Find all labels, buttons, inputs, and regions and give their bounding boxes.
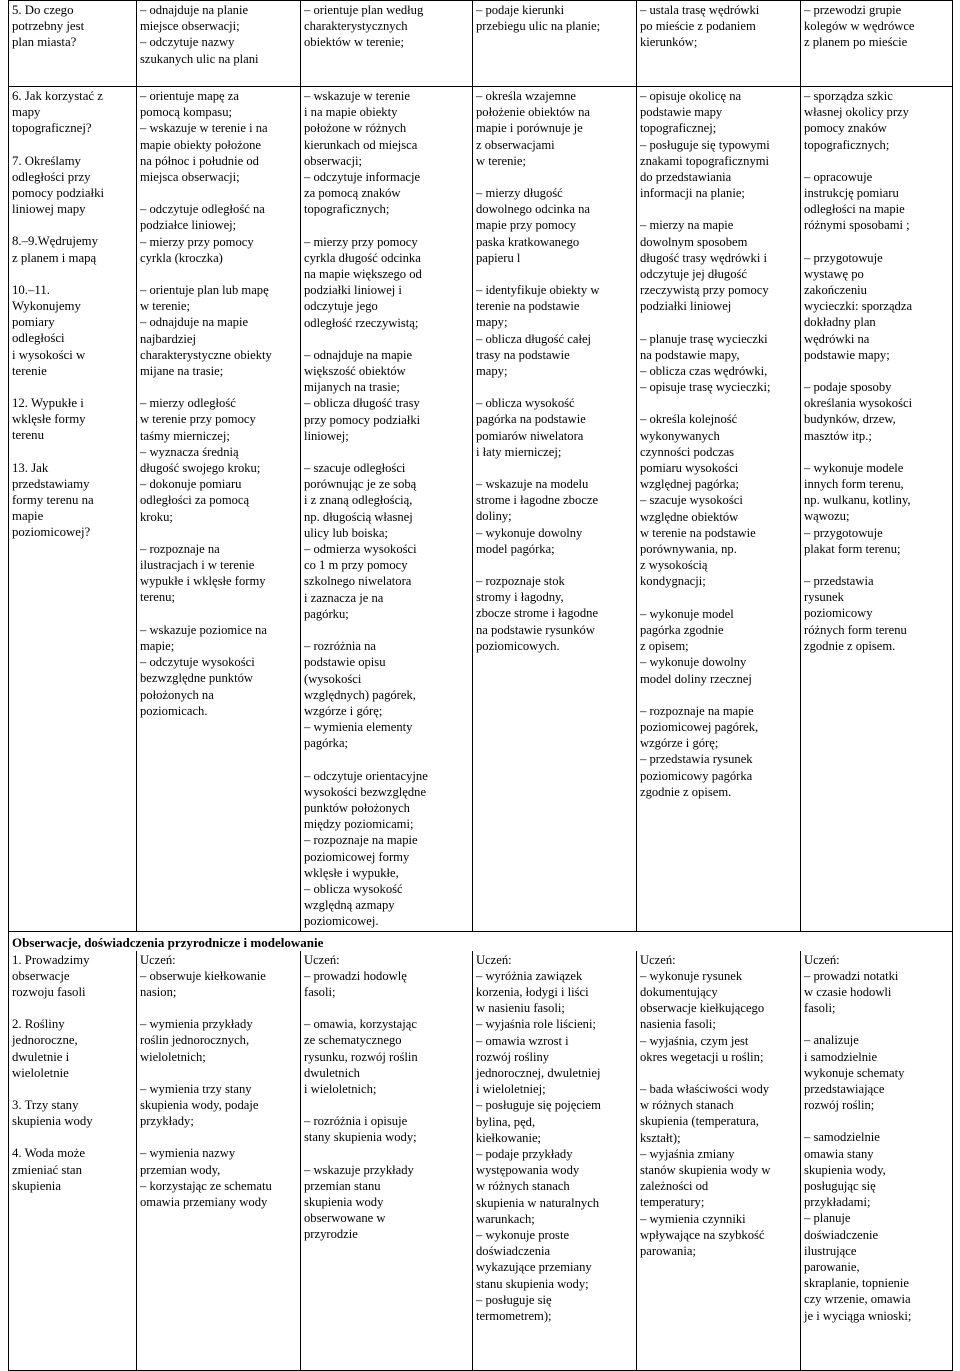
- cell-entry: – sporządza szkic własnej okolicy przy pomocy znaków topograficznych;: [804, 89, 909, 152]
- row-middle: [9, 87, 953, 932]
- cell-entry: – przewodzi grupie kolegów w wędrówce z planem po mieście: [804, 3, 915, 50]
- curriculum-table: [8, 0, 953, 1371]
- cell-entry: – oblicza wysokość pagórka na podstawie pomiarów niwelatora i łaty mierniczej;: [476, 396, 586, 459]
- cell-entry: – wykonuje model pagórka zgodnie z opisem; – wykonuje dowolny model doliny rzecznej: [640, 606, 752, 686]
- requirements-cell-2: [301, 87, 473, 932]
- requirements-cell-2: [301, 1, 473, 87]
- cell-entry: 5. Do czego potrzebny jest plan miasta?: [12, 3, 85, 50]
- requirements-cell-3: [473, 1, 637, 87]
- requirements-cell-4: [637, 1, 801, 87]
- cell-entry: – mierzy długość dowolnego odcinka na mapie przy pomocy paska kratkowanego papieru l: [476, 186, 591, 265]
- cell-entry: Uczeń: – wyróżnia zawiązek korzenia, łodygi i liści w nasieniu fasoli; – wyjaśnia role liścieni; – omawia wzrost i rozwój rośliny jednorocznej, dwuletniej i wieloletniej; – posługuje się pojęciem bylina, pęd, kiełkowanie; – podaje przykłady występowania wody w różnych stanach skupienia w naturalnych warunkach; – wykonuje proste doświadczenia wykazujące przemiany stanu skupienia wody; – posługuje się termometrem);: [476, 952, 601, 1324]
- topic-cell: [9, 87, 137, 932]
- cell-entry: – orientuje plan lub mapę w terenie; – odnajduje na mapie najbardziej charakterystyczne obiekty mijane na trasie;: [140, 283, 272, 379]
- requirements-cell-5: [801, 87, 953, 932]
- cell-entry: – podaje kierunki przebiegu ulic na planie;: [476, 3, 601, 34]
- cell-entry: – przedstawia rysunek poziomicowy różnych form terenu zgodnie z opisem.: [804, 574, 907, 653]
- cell-entry: – samodzielnie omawia stany skupienia wody, posługując się przykładami; – planuje doświadczenie ilustrujące parowanie, skraplanie, topnienie czy wrzenie, omawia je i wyciąga wnioski;: [804, 1130, 912, 1323]
- row-top: [9, 1, 953, 87]
- cell-entry: – odnajduje na mapie większość obiektów mijanych na trasie; – oblicza długość trasy przy pomocy podziałki liniowej;: [304, 347, 421, 443]
- cell-entry: – wskazuje przykłady przemian stanu skupienia wody obserwowane w przyrodzie: [304, 1162, 414, 1242]
- cell-entry: Uczeń: – obserwuje kiełkowanie nasion;: [140, 952, 266, 999]
- cell-entry: 4. Woda może zmieniać stan skupienia: [12, 1146, 86, 1193]
- cell-entry: 1. Prowadzimy obserwacje rozwoju fasoli: [12, 952, 90, 999]
- requirements-cell-4: [637, 87, 801, 932]
- cell-entry: – rozróżnia na podstawie opisu (wysokości względnych) pagórek, wzgórze i górę; – wymienia elementy pagórka;: [304, 639, 416, 751]
- cell-entry: – rozpoznaje stok stromy i łagodny, zbocze strome i łagodne na podstawie rysunków poziomicowych.: [476, 574, 599, 653]
- cell-entry: – odczytuje odległość na podziałce liniowej; – mierzy przy pomocy cyrkla (kroczka): [140, 202, 265, 265]
- topic-cell: [9, 1, 137, 87]
- requirements-cell-4: [637, 951, 801, 1371]
- cell-entry: Uczeń: – prowadzi hodowlę fasoli;: [304, 952, 407, 999]
- requirements-cell-3: [473, 951, 637, 1371]
- cell-entry: 12. Wypukłe i wklęsłe formy terenu: [12, 396, 86, 443]
- cell-entry: – opracowuje instrukcję pomiaru odległości na mapie różnymi sposobami ;: [804, 169, 910, 233]
- cell-entry: – ustala trasę wędrówki po mieście z podaniem kierunków;: [640, 3, 760, 50]
- cell-entry: – mierzy na mapie dowolnym sposobem długość trasy wędrówki i odczytuje jej długość rzeczywistą przy pomocy podziałki liniowej: [640, 218, 769, 314]
- cell-entry: 6. Jak korzystać z mapy topograficznej?: [12, 89, 103, 136]
- requirements-cell-5: [801, 1, 953, 87]
- cell-entry: 8.–9.Wędrujemy z planem i mapą: [12, 234, 98, 265]
- cell-entry: – podaje sposoby określania wysokości budynków, drzew, masztów itp.;: [804, 380, 913, 443]
- requirements-cell-1: [137, 951, 301, 1371]
- requirements-cell-1: [137, 1, 301, 87]
- cell-entry: – wskazuje poziomice na mapie; – odczytuje wysokości bezwzględne punktów położonych na poziomicach.: [140, 622, 267, 718]
- cell-entry: 3. Trzy stany skupienia wody: [12, 1097, 93, 1129]
- cell-entry: – identyfikuje obiekty w terenie na podstawie mapy; – oblicza długość całej trasy na podstawie mapy;: [476, 283, 600, 379]
- cell-entry: 7. Określamy odległości przy pomocy podziałki liniowej mapy: [12, 153, 105, 217]
- cell-entry: – planuje trasę wycieczki na podstawie mapy, – oblicza czas wędrówki, – opisuje trasę wycieczki;: [640, 331, 771, 395]
- cell-entry: – orientuje mapę za pomocą kompasu; – wskazuje w terenie i na mapie obiekty położone na północ i południe od miejsca obserwacji;: [140, 89, 268, 185]
- section-header-row: [9, 931, 953, 951]
- cell-entry: – omawia, korzystając ze schematycznego rysunku, rozwój roślin dwuletnich i wieloletnich;: [304, 1017, 418, 1096]
- cell-entry: – wskazuje w terenie i na mapie obiekty położone w różnych kierunkach od miejsca obserwacji; – odczytuje informacje za pomocą znaków topograficznych;: [304, 89, 421, 217]
- cell-entry: – wskazuje na modelu strome i łagodne zbocze doliny; – wykonuje dowolny model pagórka;: [476, 477, 599, 556]
- cell-entry: 10.–11. Wykonujemy pomiary odległości i wysokości w terenie: [12, 282, 86, 378]
- cell-entry: – odczytuje orientacyjne wysokości bezwzględne punktów położonych między poziomicami; – rozpoznaje na mapie poziomicowej formy wklęsłe i wypukłe, – oblicza wysokość względną azmapy poziomicowej.: [304, 768, 428, 929]
- cell-entry: Uczeń: – wykonuje rysunek dokumentujący obserwacje kiełkującego nasienia fasoli; – wyjaśnia, czym jest okres wegetacji u roślin;: [640, 952, 765, 1064]
- cell-entry: – orientuje plan według charakterystycznych obiektów w terenie;: [304, 3, 424, 50]
- topic-cell: [9, 951, 137, 1371]
- cell-entry: Uczeń: – prowadzi notatki w czasie hodowli fasoli;: [804, 952, 899, 1016]
- cell-entry: – rozpoznaje na mapie poziomicowej pagórek, wzgórze i górę; – przedstawia rysunek poziomicowy pagórka zgodnie z opisem.: [640, 703, 759, 799]
- cell-entry: – wymienia nazwy przemian wody, – korzystając ze schematu omawia przemiany wody: [140, 1146, 272, 1209]
- cell-entry: – mierzy odległość w terenie przy pomocy taśmy mierniczej; – wyznacza średnią długość swojego kroku; – dokonuje pomiaru odległości za pomocą kroku;: [140, 396, 261, 524]
- cell-entry: – określa wzajemne położenie obiektów na mapie i porównuje je z obserwacjami w terenie;: [476, 89, 591, 168]
- cell-entry: – rozróżnia i opisuje stany skupienia wody;: [304, 1114, 417, 1145]
- cell-entry: – analizuje i samodzielnie wykonuje schematy przedstawiające rozwój roślin;: [804, 1033, 905, 1113]
- row-bottom: [9, 951, 953, 1371]
- requirements-cell-2: [301, 951, 473, 1371]
- section-title: Obserwacje, doświadczenia przyrodnicze i modelowanie: [9, 931, 953, 951]
- requirements-cell-1: [137, 87, 301, 932]
- cell-entry: 2. Rośliny jednoroczne, dwuletnie i wieloletnie: [12, 1017, 78, 1080]
- cell-entry: – wykonuje modele innych form terenu, np. wulkanu, kotliny, wąwozu; – przygotowuje plakat form terenu;: [804, 460, 911, 556]
- cell-entry: 13. Jak przedstawiamy formy terenu na mapie poziomicowej?: [12, 460, 94, 540]
- cell-entry: – wymienia trzy stany skupienia wody, podaje przykłady;: [140, 1081, 259, 1129]
- cell-entry: – bada właściwości wody w różnych stanach skupienia (temperatura, kształt); – wyjaśnia zmiany stanów skupienia wody w zależności od temperatury; – wymienia czynniki wpływające na szybkość parowania;: [640, 1081, 771, 1258]
- cell-entry: – wymienia przykłady roślin jednorocznych, wieloletnich;: [140, 1017, 253, 1064]
- cell-entry: – mierzy przy pomocy cyrkla długość odcinka na mapie większego od podziałki liniowej i odczytuje jego odległość rzeczywistą;: [304, 234, 422, 330]
- cell-entry: – opisuje okolicę na podstawie mapy topograficznej; – posługuje się typowymi znakami topograficznymi do przedstawiania informacji na planie;: [640, 89, 770, 201]
- requirements-cell-3: [473, 87, 637, 932]
- requirements-cell-5: [801, 951, 953, 1371]
- cell-entry: – odnajduje na planie miejsce obserwacji; – odczytuje nazwy szukanych ulic na plani: [140, 3, 259, 66]
- cell-entry: – rozpoznaje na ilustracjach i w terenie wypukłe i wklęsłe formy terenu;: [140, 541, 266, 605]
- cell-entry: – określa kolejność wykonywanych czynności podczas pomiaru wysokości względnej pagórka; – szacuje wysokości względne obiektów w terenie na podstawie porównywania, np. z wysokością kondygnacji;: [640, 412, 756, 589]
- cell-entry: – szacuje odległości porównując je ze sobą i z znaną odległością, np. długością własnej ulicy lub boiska; – odmierza wysokości co 1 m przy pomocy szkolnego niwelatora i zaznacza je na pagórku;: [304, 461, 417, 621]
- cell-entry: – przygotowuje wystawę po zakończeniu wycieczki: sporządza dokładny plan wędrówki na podstawie mapy;: [804, 250, 913, 362]
